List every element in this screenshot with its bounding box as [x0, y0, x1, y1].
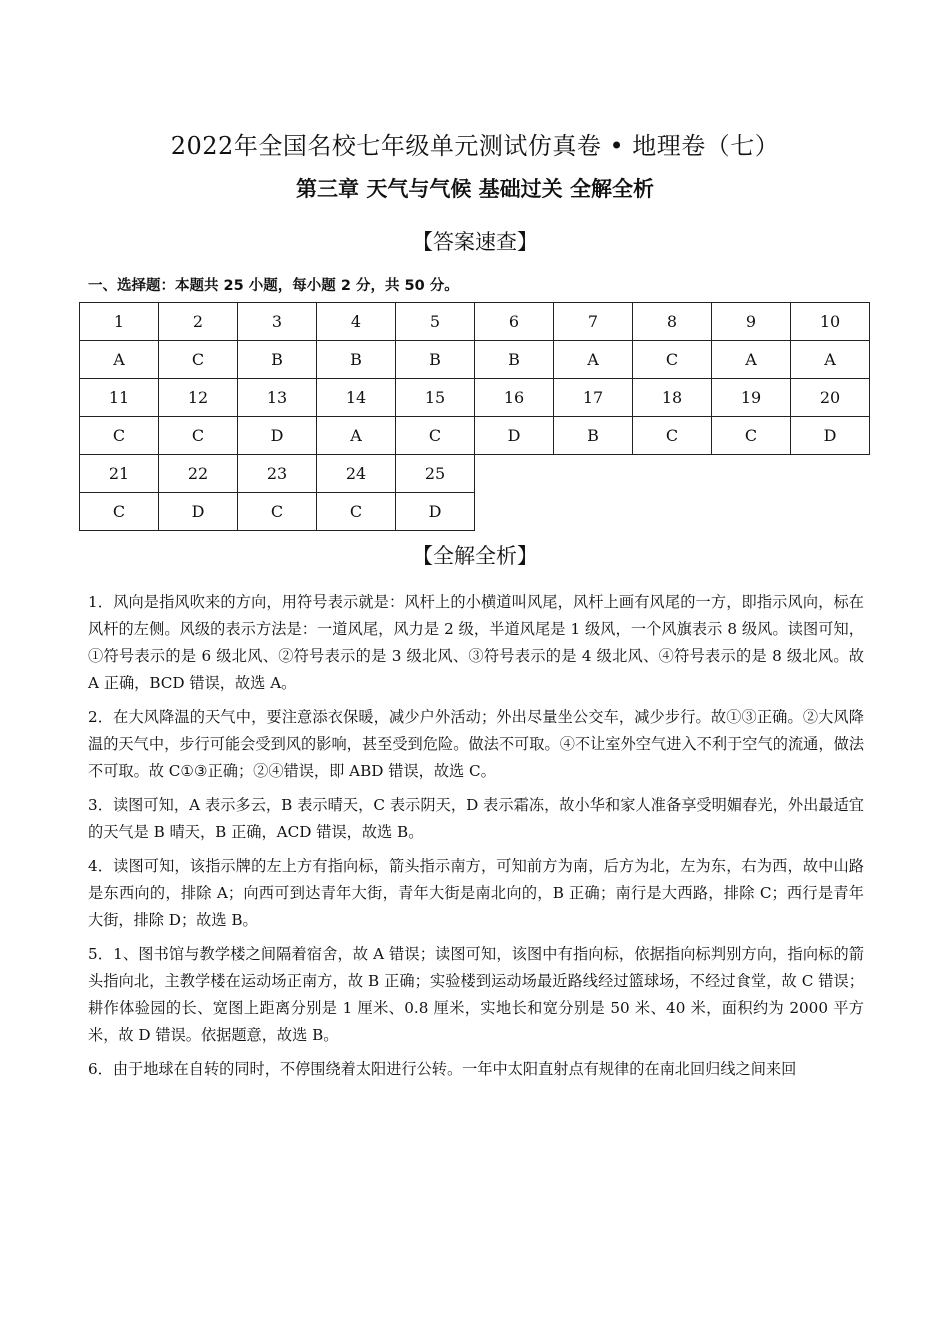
analysis-body — [88, 589, 864, 1090]
answer-letter-cell: A — [554, 341, 633, 379]
answer-table-empty-cell — [554, 455, 633, 493]
answer-table-row — [80, 493, 870, 531]
answer-letter-cell: C — [238, 493, 317, 531]
analysis-paragraph: 3．读图可知，A 表示多云，B 表示晴天，C 表示阴天，D 表示霜冻，故小华和家人准备享受明媚春光，外出最适宜的天气是 B 晴天，B 正确，ACD 错误，故选 B。 — [88, 796, 864, 841]
question-number-cell: 20 — [791, 379, 870, 417]
answer-letter-cell: A — [317, 417, 396, 455]
answer-letter-cell: B — [554, 417, 633, 455]
answer-letter-cell: B — [475, 341, 554, 379]
document-subtitle: 第三章 天气与气候 基础过关 全解全析 — [296, 177, 654, 201]
question-number-cell: 18 — [633, 379, 712, 417]
question-number-cell: 2 — [159, 303, 238, 341]
question-number-cell: 9 — [712, 303, 791, 341]
answer-table-empty-cell — [475, 493, 554, 531]
answer-letter-cell: B — [317, 341, 396, 379]
answer-letter-cell: C — [712, 417, 791, 455]
answer-table-row — [80, 303, 870, 341]
question-number-cell: 10 — [791, 303, 870, 341]
question-number-cell: 13 — [238, 379, 317, 417]
answer-letter-cell: C — [159, 417, 238, 455]
answer-table-empty-cell — [791, 455, 870, 493]
answer-letter-cell: C — [80, 493, 159, 531]
answer-letter-cell: C — [80, 417, 159, 455]
answer-table-empty-cell — [475, 455, 554, 493]
question-number-cell: 5 — [396, 303, 475, 341]
answer-table-empty-cell — [791, 493, 870, 531]
answer-letter-cell: D — [791, 417, 870, 455]
question-number-cell: 23 — [238, 455, 317, 493]
analysis-paragraph: 6．由于地球在自转的同时，不停围绕着太阳进行公转。一年中太阳直射点有规律的在南北回归线之间来回 — [88, 1060, 797, 1078]
answer-table-row — [80, 379, 870, 417]
question-number-cell: 8 — [633, 303, 712, 341]
question-number-cell: 4 — [317, 303, 396, 341]
question-number-cell: 12 — [159, 379, 238, 417]
answer-table-empty-cell — [712, 455, 791, 493]
answer-table-row — [80, 341, 870, 379]
question-number-cell: 25 — [396, 455, 475, 493]
answer-letter-cell: A — [791, 341, 870, 379]
question-number-cell: 22 — [159, 455, 238, 493]
answer-letter-cell: D — [159, 493, 238, 531]
question-type-heading: 一、选择题：本题共 25 小题，每小题 2 分，共 50 分。 — [88, 278, 459, 294]
question-number-cell: 1 — [80, 303, 159, 341]
question-number-cell: 19 — [712, 379, 791, 417]
answer-letter-cell: C — [317, 493, 396, 531]
question-number-cell: 15 — [396, 379, 475, 417]
answer-letter-cell: D — [475, 417, 554, 455]
analysis-paragraph: 4．读图可知，该指示牌的左上方有指向标，箭头指示南方，可知前方为南，后方为北，左为东，右为西，故中山路是东西向的，排除 A；向西可到达青年大街，青年大街是南北向的，B 正确；南行是大西路，排除 C；西行是青年大街，排除 D；故选 B。 — [88, 857, 864, 929]
answer-letter-cell: A — [712, 341, 791, 379]
answer-table-empty-cell — [633, 455, 712, 493]
question-number-cell: 16 — [475, 379, 554, 417]
answer-letter-cell: D — [396, 493, 475, 531]
analysis-paragraph: 1．风向是指风吹来的方向，用符号表示就是：风杆上的小横道叫风尾，风杆上画有风尾的一方，即指示风向，标在风杆的左侧。风级的表示方法是：一道风尾，风力是 2 级，半道风尾是 1 级风，一个风旗表示 8 级风。读图可知，①符号表示的是 6 级北风、②符号表示的是 3 级北风、③符号表示的是 4 级北风、④符号表示的是 8 级北风。故 A 正确，BCD 错误，故选 A。 — [88, 593, 864, 692]
answer-letter-cell: C — [633, 417, 712, 455]
analysis-paragraph: 2．在大风降温的天气中，要注意添衣保暖，减少户外活动；外出尽量坐公交车，减少步行。故①③正确。②大风降温的天气中，步行可能会受到风的影响，甚至受到危险。做法不可取。④不让室外空气进入不利于空气的流通，做法不可取。故 C①③正确；②④错误，即 ABD 错误，故选 C。 — [88, 708, 864, 780]
answer-table-empty-cell — [633, 493, 712, 531]
answer-table-row — [80, 455, 870, 493]
answer-letter-cell: C — [633, 341, 712, 379]
question-number-cell: 11 — [80, 379, 159, 417]
question-number-cell: 14 — [317, 379, 396, 417]
answer-letter-cell: B — [396, 341, 475, 379]
answer-letter-cell: C — [159, 341, 238, 379]
document-title: 2022年全国名校七年级单元测试仿真卷 • 地理卷（七） — [170, 132, 780, 160]
analysis-paragraph: 5．1、图书馆与教学楼之间隔着宿舍，故 A 错误；读图可知，该图中有指向标，依据指向标判别方向，指向标的箭头指向北，主教学楼在运动场正南方，故 B 正确；实验楼到运动场最近路线经过篮球场，不经过食堂，故 C 错误；耕作体验园的长、宽图上距离分别是 1 厘米、0.8 厘米，实地长和宽分别是 50 米、40 米，面积约为 2000 平方米，故 D 错误。依据题意，故选 B。 — [88, 945, 864, 1044]
answer-table-empty-cell — [712, 493, 791, 531]
question-number-cell: 6 — [475, 303, 554, 341]
question-number-cell: 24 — [317, 455, 396, 493]
answer-letter-cell: B — [238, 341, 317, 379]
question-number-cell: 17 — [554, 379, 633, 417]
question-number-cell: 21 — [80, 455, 159, 493]
question-number-cell: 3 — [238, 303, 317, 341]
question-number-cell: 7 — [554, 303, 633, 341]
answer-section-heading: 【答案速查】 — [412, 230, 538, 254]
answer-letter-cell: A — [80, 341, 159, 379]
answer-table — [79, 302, 870, 531]
analysis-section-heading: 【全解全析】 — [412, 544, 538, 568]
answer-letter-cell: C — [396, 417, 475, 455]
answer-table-row — [80, 417, 870, 455]
answer-letter-cell: D — [238, 417, 317, 455]
answer-table-empty-cell — [554, 493, 633, 531]
